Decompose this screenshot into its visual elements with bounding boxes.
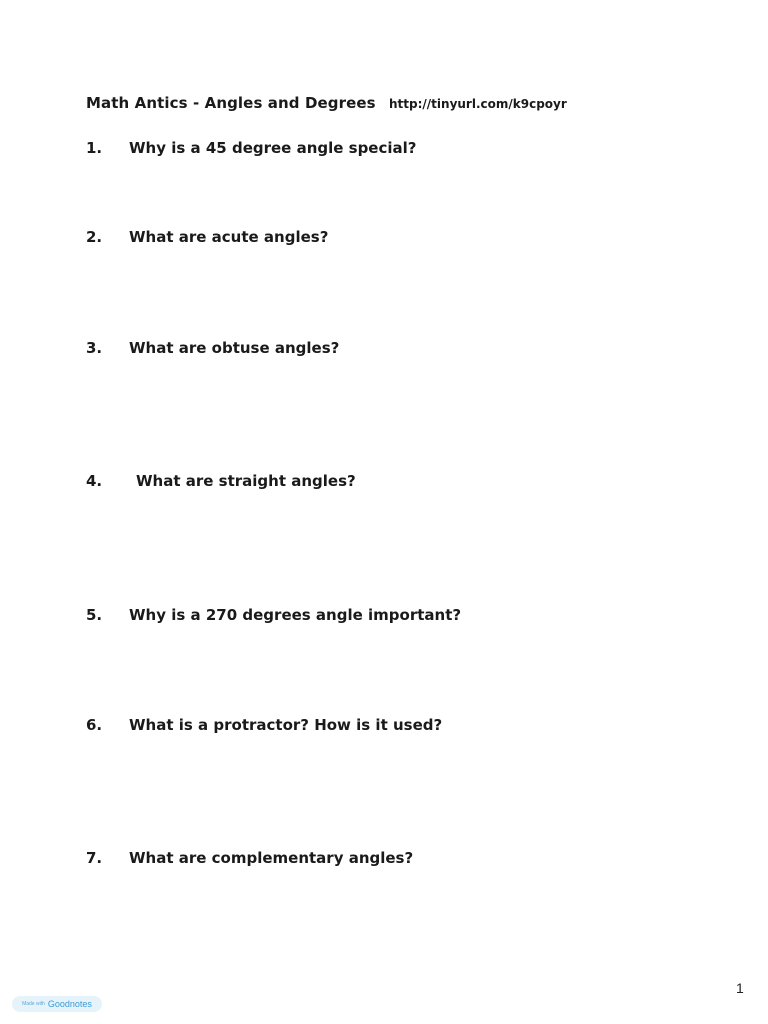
question-text: What are obtuse angles? [129, 339, 340, 357]
question-number: 4. [86, 472, 103, 490]
question-text: What are straight angles? [136, 472, 356, 490]
video-link[interactable]: http://tinyurl.com/k9cpoyr [389, 97, 567, 111]
badge-brand: Goodnotes [47, 999, 92, 1009]
question-text: What is a protractor? How is it used? [129, 716, 443, 734]
worksheet-header [86, 93, 376, 112]
goodnotes-badge [12, 996, 102, 1012]
badge-prefix: Made with [22, 1001, 45, 1007]
question-number: 6. [86, 716, 103, 734]
question-number: 7. [86, 849, 103, 867]
question-number: 2. [86, 228, 103, 246]
question-text: What are acute angles? [129, 228, 329, 246]
question-number: 5. [86, 606, 103, 624]
question-number: 1. [86, 139, 103, 157]
question-text: Why is a 45 degree angle special? [129, 139, 417, 157]
page-title: Math Antics - Angles and Degrees [86, 94, 376, 112]
question-text: What are complementary angles? [129, 849, 414, 867]
question-text: Why is a 270 degrees angle important? [129, 606, 462, 624]
question-number: 3. [86, 339, 103, 357]
page-number: 1 [736, 980, 744, 996]
